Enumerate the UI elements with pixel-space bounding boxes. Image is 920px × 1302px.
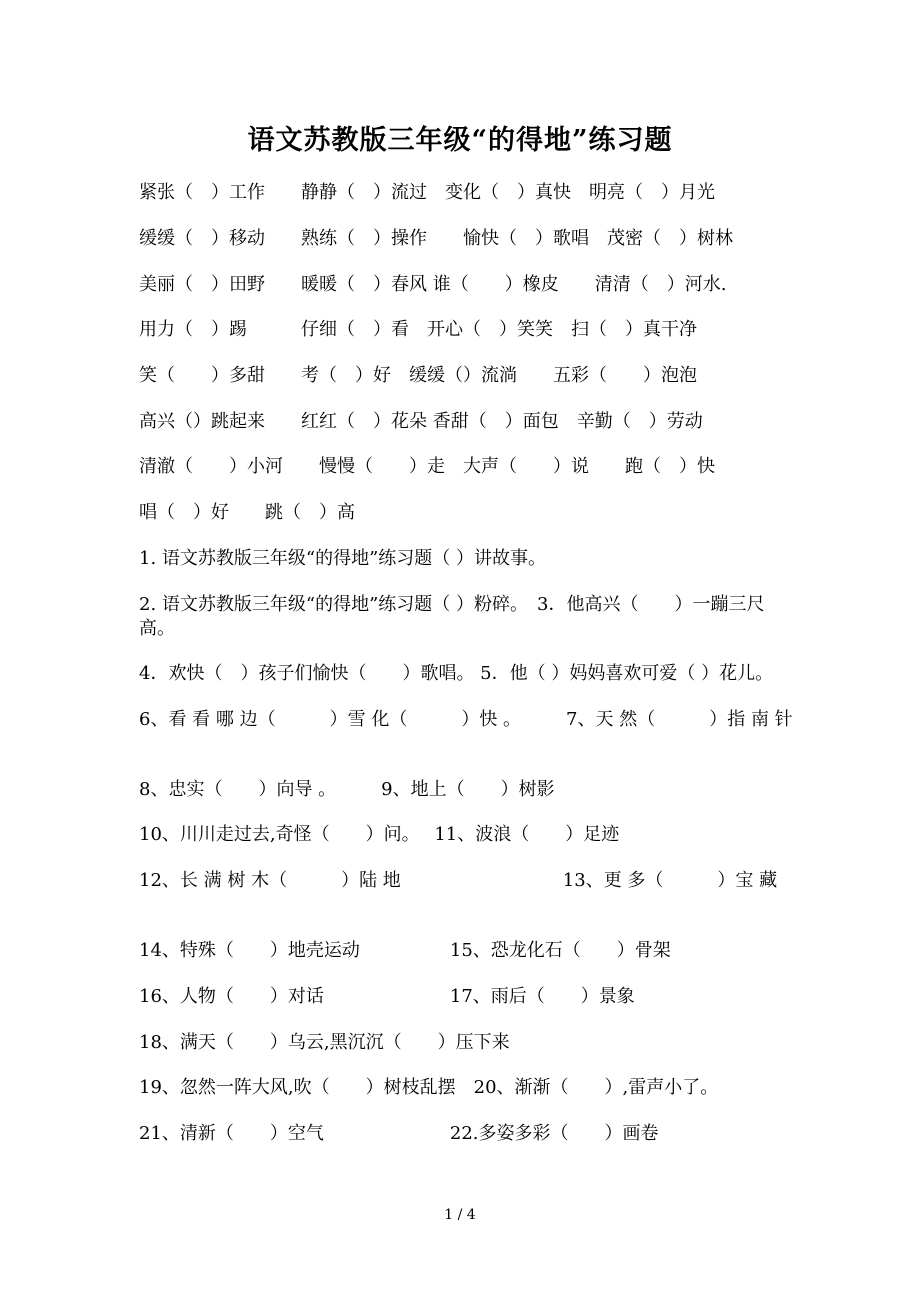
sentence-exercise: 16、人物（ ）对话 17、雨后（ ）景象	[139, 986, 635, 1007]
sentence-exercise: 6、看 看 哪 边（ ）雪 化（ ）快 。 7、天 然（ ）指 南 针	[139, 709, 793, 730]
sentence-exercise: 4．欢快（ ）孩子们愉快（ ）歌唱。 5．他（ ）妈妈喜欢可爱（ ）花儿。	[139, 663, 774, 684]
exercise-line: 高兴（）跳起来 红红（ ）花朵 香甜（ ）面包 辛勤（ ）劳动	[139, 411, 703, 432]
sentence-exercise: 10、川川走过去,奇怪（ ）问。 11、波浪（ ）足迹	[139, 824, 620, 845]
exercise-line: 清澈（ ）小河 慢慢（ ）走 大声（ ）说 跑（ ）快	[139, 456, 715, 477]
exercise-line: 用力（ ）踢 仔细（ ）看 开心（ ）笑笑 扫（ ）真干净	[139, 319, 697, 340]
sentence-exercise: 2. 语文苏教版三年级“的得地”练习题（ ）粉碎。 3．他高兴（ ）一蹦三尺高。	[139, 594, 765, 639]
exercise-line: 唱（ ）好 跳（ ）高	[139, 502, 355, 523]
page-title: 语文苏教版三年级“的得地”练习题	[247, 125, 673, 156]
sentence-exercise: 21、清新（ ）空气 22.多姿多彩（ ）画卷	[139, 1123, 659, 1144]
sentence-exercise: 19、忽然一阵大风,吹（ ）树枝乱摆 20、渐渐（ ）,雷声小了。	[139, 1077, 719, 1098]
sentence-exercise: 18、满天（ ）乌云,黑沉沉（ ）压下来	[139, 1032, 510, 1053]
sentence-exercise: 1. 语文苏教版三年级“的得地”练习题（ ）讲故事。	[139, 548, 547, 569]
sentence-exercise: 14、特殊（ ）地壳运动 15、恐龙化石（ ）骨架	[139, 940, 671, 961]
exercise-line: 缓缓（ ）移动 熟练（ ）操作 愉快（ ）歌唱 茂密（ ）树林	[139, 228, 733, 249]
sentence-exercise: 8、忠实（ ）向导 。 9、地上（ ）树影	[139, 779, 555, 800]
sentence-exercise: 12、长 满 树 木（ ）陆 地 13、更 多（ ）宝 藏	[139, 870, 778, 891]
exercise-line: 笑（ ）多甜 考（ ）好 缓缓（）流淌 五彩（ ）泡泡	[139, 365, 697, 386]
exercise-line: 美丽（ ）田野 暖暖（ ）春风 谁（ ）橡皮 清清（ ）河水.	[139, 274, 727, 295]
page-number: 1 / 4	[444, 1207, 476, 1223]
exercise-line: 紧张（ ）工作 静静（ ）流过 变化（ ）真快 明亮（ ）月光	[139, 182, 715, 203]
